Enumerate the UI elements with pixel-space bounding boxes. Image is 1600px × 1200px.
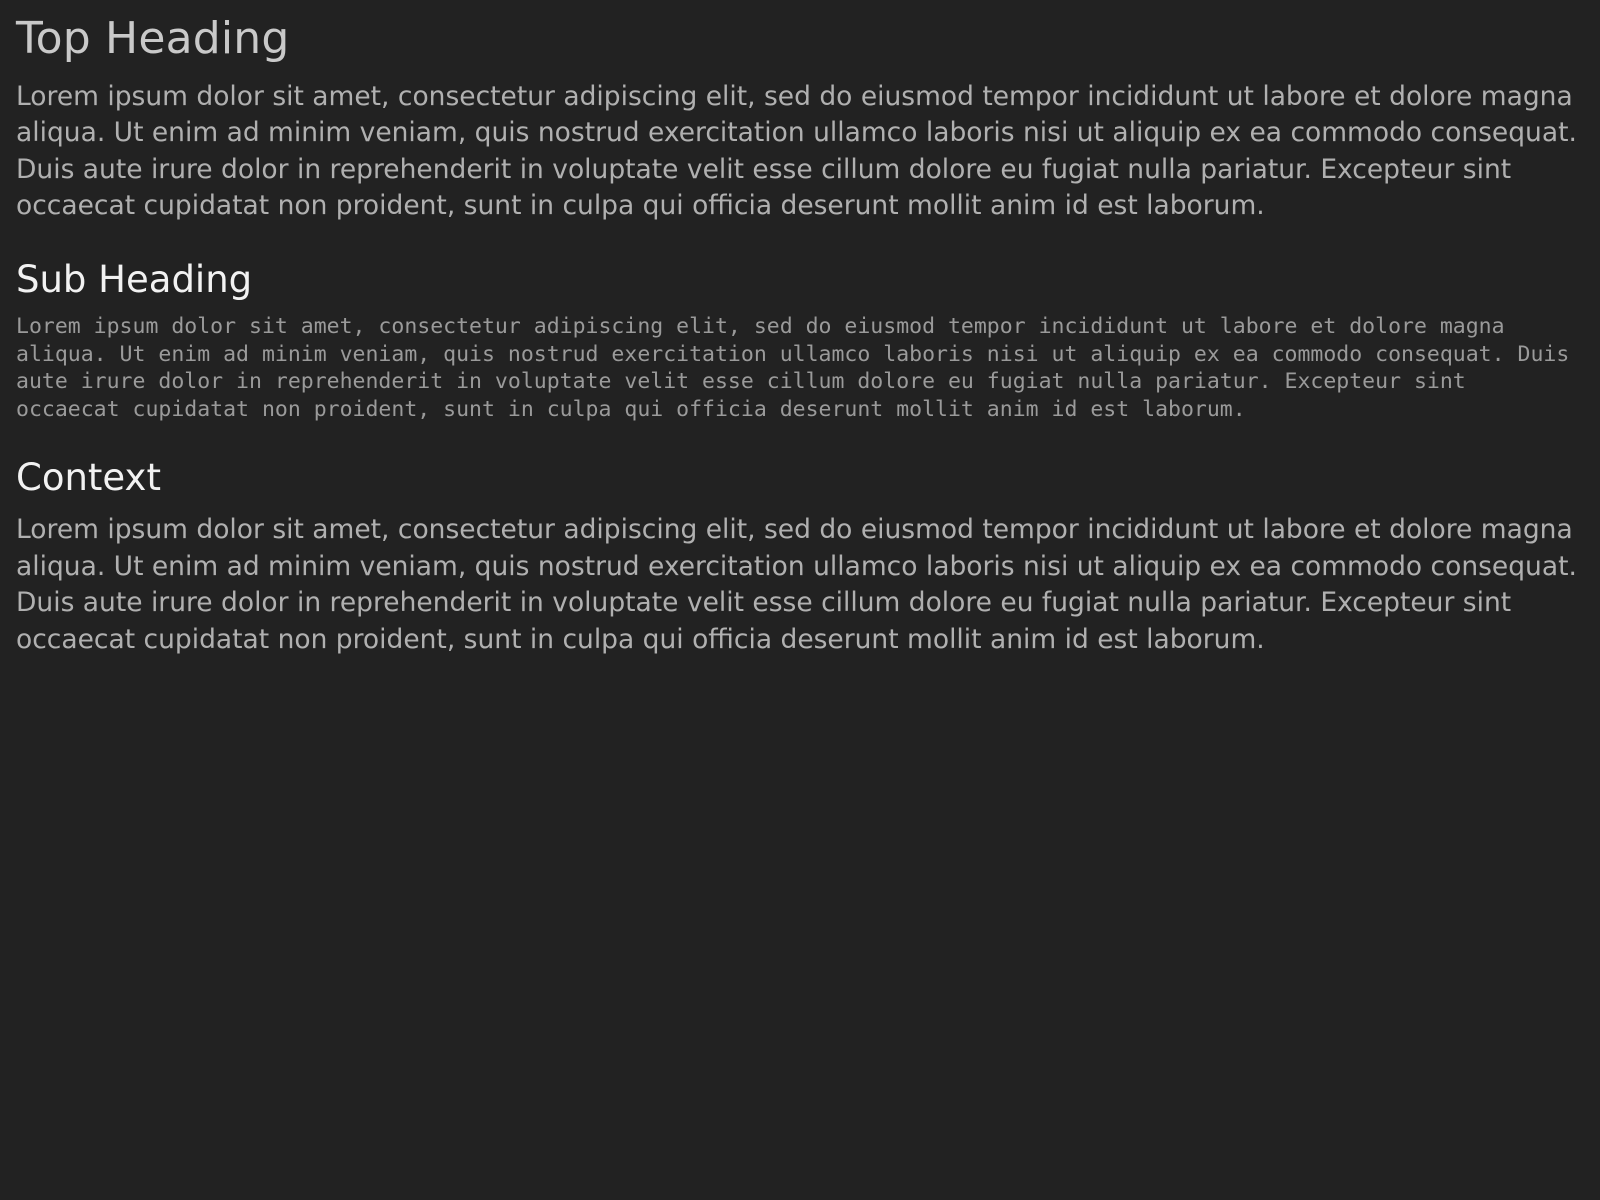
page-title: Top Heading <box>16 13 290 64</box>
section-heading-sub: Sub Heading <box>16 257 253 301</box>
intro-paragraph: Lorem ipsum dolor sit amet, consectetur adipiscing elit, sed do eiusmod tempor incididunt ut labore et dolore magna aliqua. Ut enim ad minim veniam, quis nostrud exercitation ullamco laboris nisi ut aliquip ex ea commodo consequat. Duis aute irure dolor in reprehenderit in voluptate velit esse cillum dolore eu fugiat nulla pariatur. Excepteur sint occaecat cupidatat non proident, sunt in culpa qui officia deserunt mollit anim id est laborum. <box>16 80 1577 222</box>
section-heading-context: Context <box>16 456 161 500</box>
monospace-paragraph: Lorem ipsum dolor sit amet, consectetur adipiscing elit, sed do eiusmod tempor incididunt ut labore et dolore magna aliqua. Ut enim ad minim veniam, quis nostrud exercitation ullamco laboris nisi ut aliquip ex ea commodo consequat. Duis aute irure dolor in reprehenderit in voluptate velit esse cillum dolore eu fugiat nulla pariatur. Excepteur sint occaecat cupidatat non proident, sunt in culpa qui officia deserunt mollit anim id est laborum. <box>16 314 1583 422</box>
context-paragraph: Lorem ipsum dolor sit amet, consectetur adipiscing elit, sed do eiusmod tempor incididunt ut labore et dolore magna aliqua. Ut enim ad minim veniam, quis nostrud exercitation ullamco laboris nisi ut aliquip ex ea commodo consequat. Duis aute irure dolor in reprehenderit in voluptate velit esse cillum dolore eu fugiat nulla pariatur. Excepteur sint occaecat cupidatat non proident, sunt in culpa qui officia deserunt mollit anim id est laborum. <box>16 514 1577 655</box>
